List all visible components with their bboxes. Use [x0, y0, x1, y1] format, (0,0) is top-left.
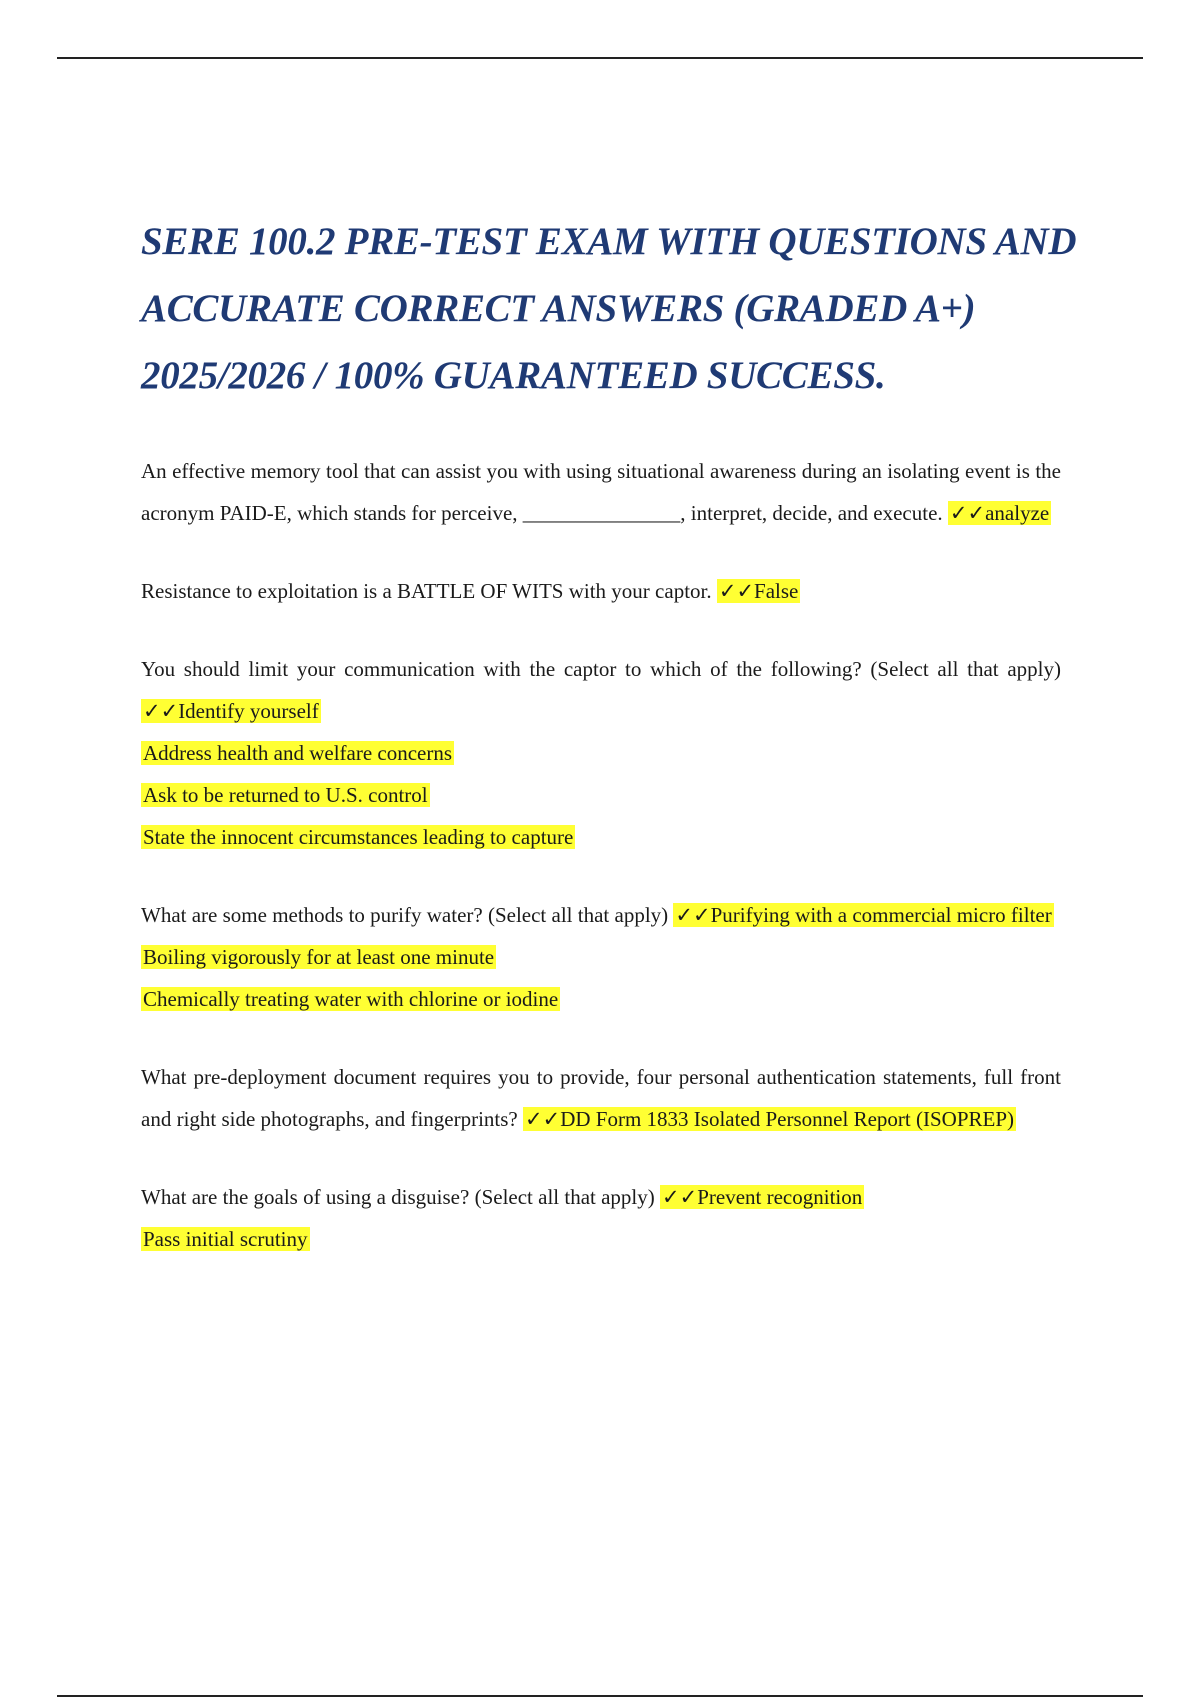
question-text: Resistance to exploitation is a BATTLE OF WITS with your captor.	[141, 579, 712, 603]
answer-highlight: State the innocent circumstances leading to capture	[143, 825, 574, 849]
header-rule	[57, 57, 1143, 59]
question-paragraph	[141, 894, 1061, 936]
answer-highlight: Ask to be returned to U.S. control	[143, 783, 428, 807]
question-text: What are the goals of using a disguise? (Select all that apply)	[141, 1185, 655, 1209]
answer-line	[141, 816, 1061, 858]
qa-item	[141, 894, 1061, 1020]
answer-highlight: Boiling vigorously for at least one minute	[143, 945, 495, 969]
answer-highlight: ✓✓False	[718, 579, 799, 603]
answer-line	[141, 732, 1061, 774]
question-text: What pre-deployment document requires you to provide, four personal authentication statements, full front and right side photographs, and fingerprints?	[141, 1065, 1061, 1131]
qa-item	[141, 1176, 1061, 1260]
answer-line	[141, 1218, 1061, 1260]
answer-highlight: ✓✓analyze	[949, 501, 1050, 525]
footer-rule	[57, 1695, 1143, 1697]
answer-line	[141, 978, 1061, 1020]
question-text: An effective memory tool that can assist you with using situational awareness during an isolating event is the acronym PAID-E, which stands for perceive, _______________, interpret, decide, and execute.	[141, 459, 1061, 525]
answer-highlight: Pass initial scrutiny	[143, 1227, 308, 1251]
answer-highlight: Chemically treating water with chlorine or iodine	[143, 987, 559, 1011]
answer-line	[141, 936, 1061, 978]
question-paragraph	[141, 1176, 1061, 1218]
question-paragraph	[141, 648, 1061, 732]
question-text: You should limit your communication with the captor to which of the following? (Select all that apply)	[141, 657, 1061, 681]
qa-item	[141, 450, 1061, 534]
question-paragraph	[141, 570, 1061, 612]
qa-list	[141, 450, 1061, 1296]
question-paragraph	[141, 1056, 1061, 1140]
answer-highlight: ✓✓DD Form 1833 Isolated Personnel Report (ISOPREP)	[525, 1107, 1014, 1131]
answer-line	[141, 774, 1061, 816]
qa-item	[141, 648, 1061, 858]
question-text: What are some methods to purify water? (Select all that apply)	[141, 903, 669, 927]
answer-highlight: ✓✓Purifying with a commercial micro filter	[675, 903, 1052, 927]
answer-highlight: ✓✓Prevent recognition	[662, 1185, 863, 1209]
document-title: SERE 100.2 PRE-TEST EXAM WITH QUESTIONS AND ACCURATE CORRECT ANSWERS (GRADED A+) 2025/2026 / 100% GUARANTEED SUCCESS.	[141, 220, 1077, 397]
qa-item	[141, 570, 1061, 612]
qa-item	[141, 1056, 1061, 1140]
question-paragraph	[141, 450, 1061, 534]
answer-highlight: ✓✓Identify yourself	[143, 699, 319, 723]
answer-highlight: Address health and welfare concerns	[143, 741, 453, 765]
